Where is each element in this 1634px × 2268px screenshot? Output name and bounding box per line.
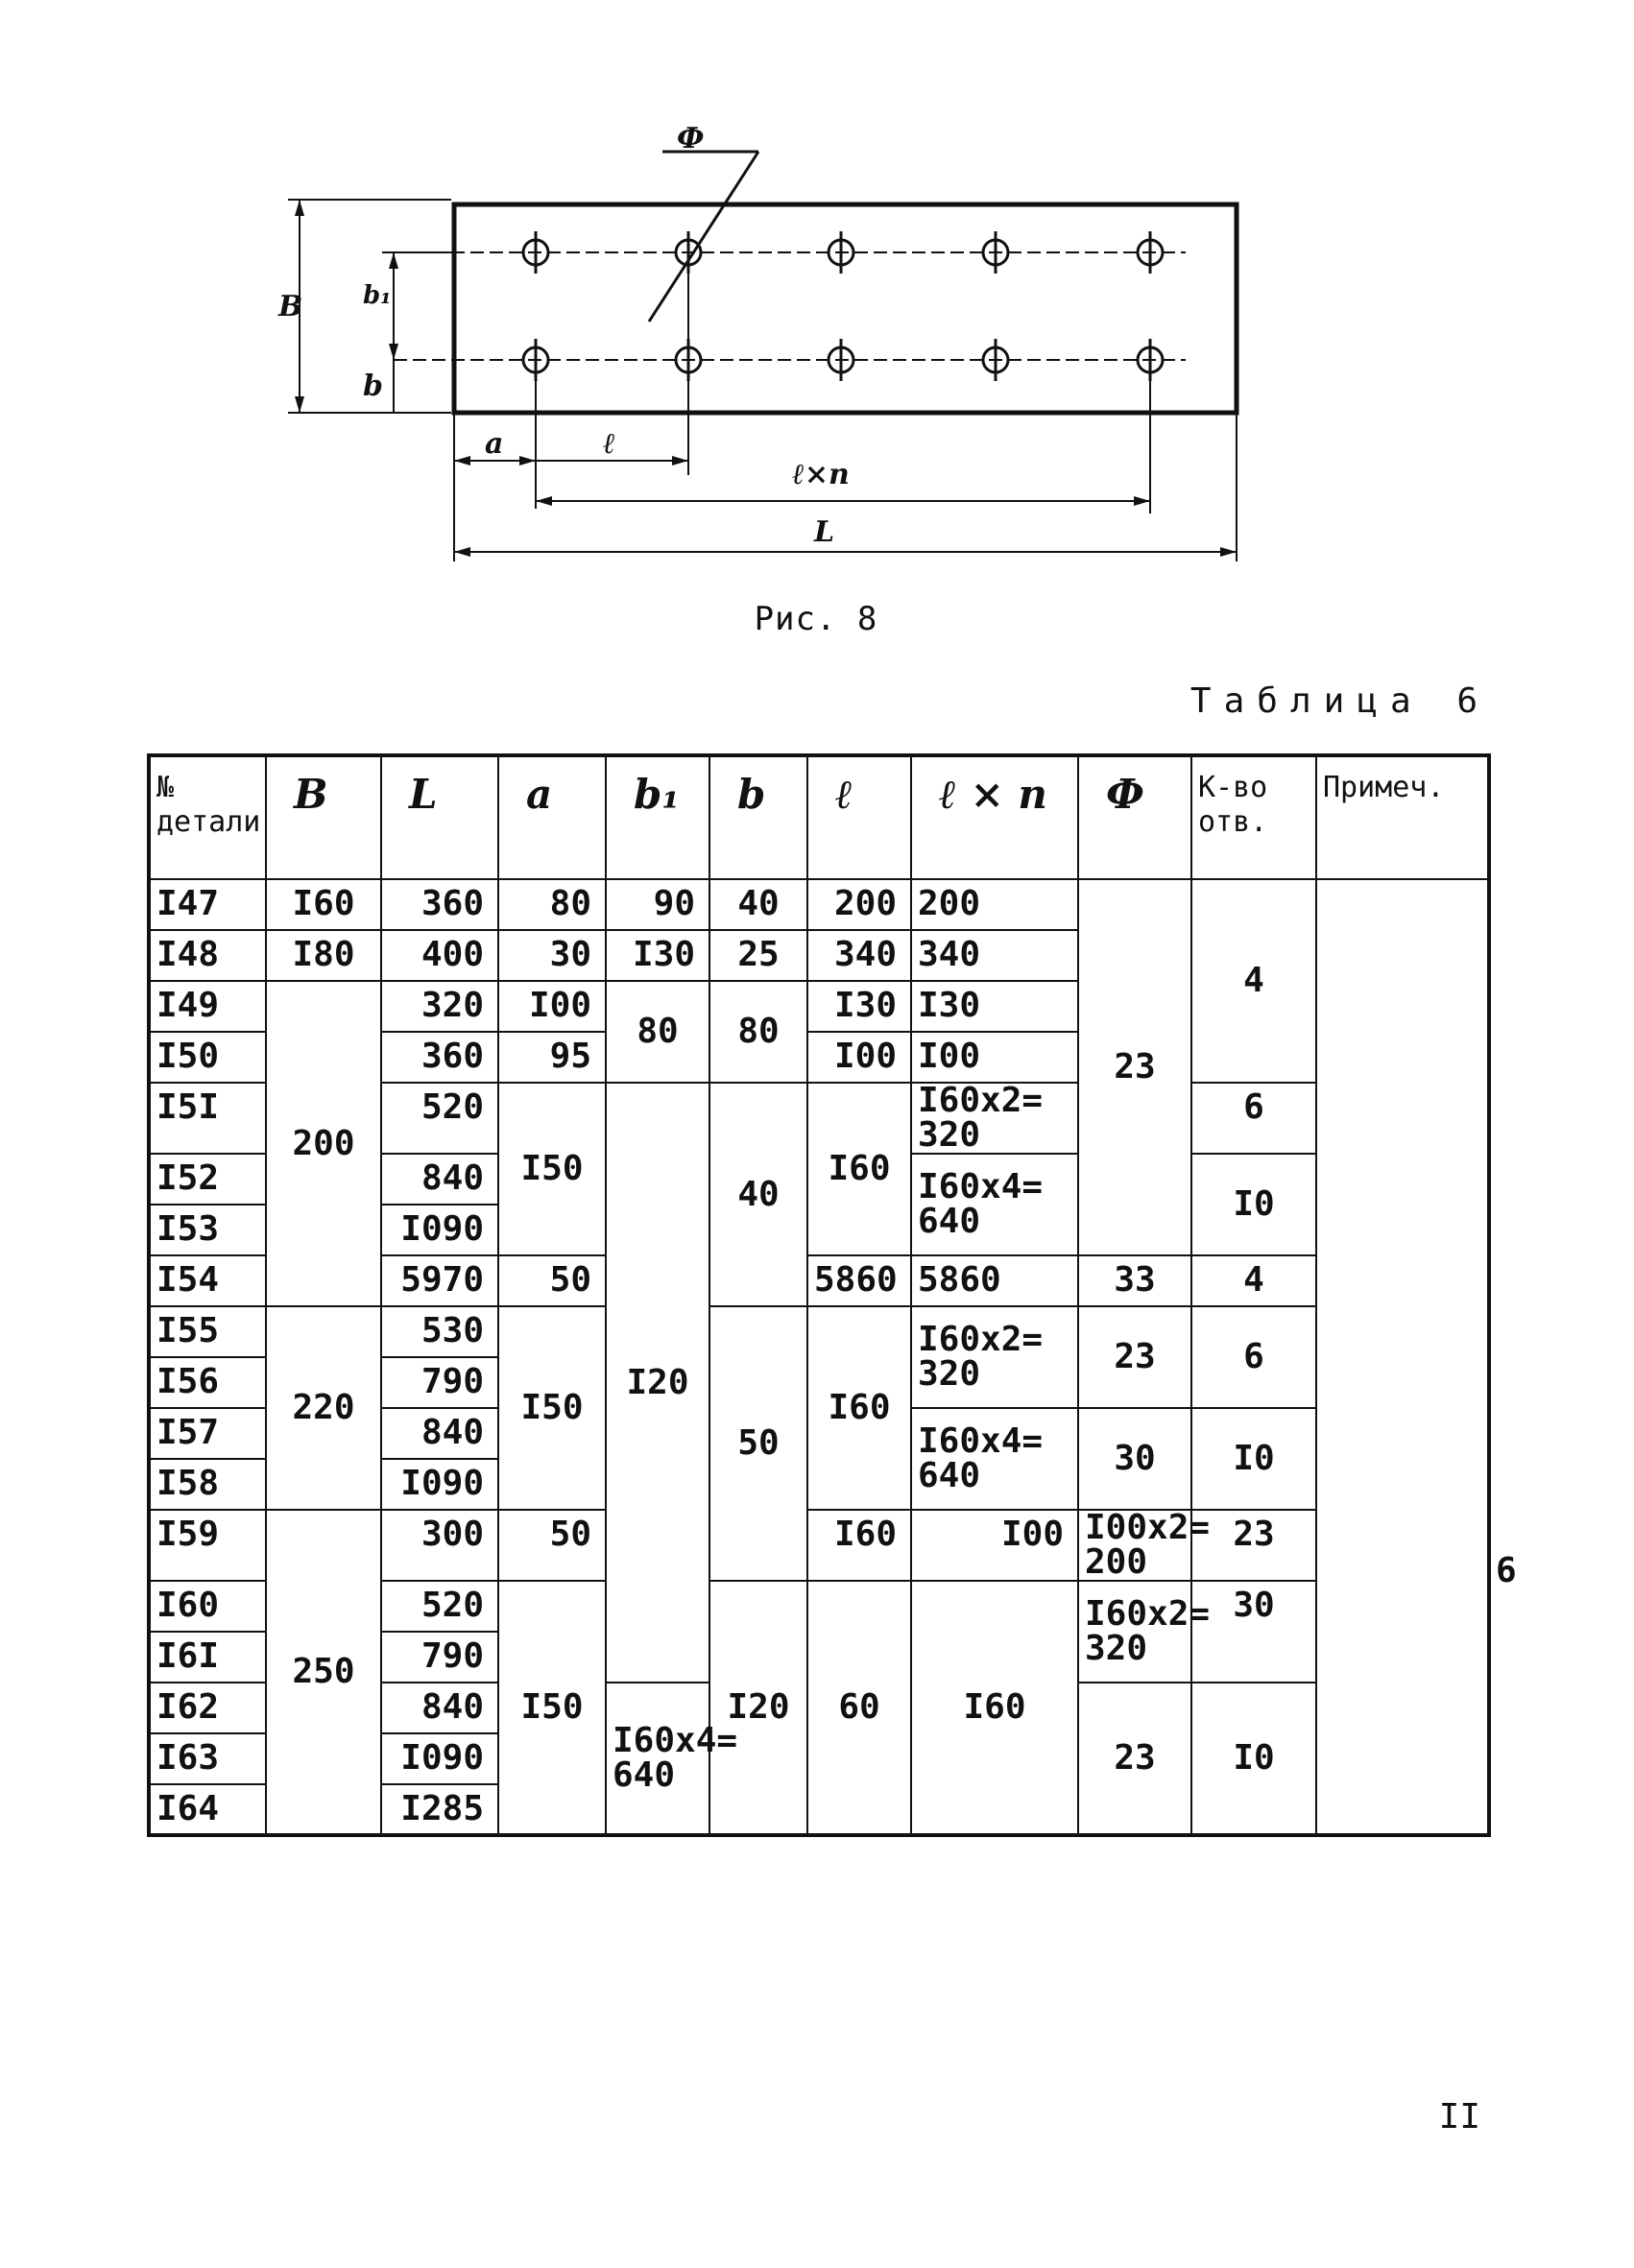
lxn-line: 640 — [918, 1202, 981, 1241]
lxn-line: I60x2= — [918, 1081, 1044, 1120]
plate-drawing — [0, 0, 1634, 595]
lxn-line: I60x4= — [613, 1721, 738, 1760]
cell-B: 250 — [266, 1510, 381, 1835]
cell-note — [1316, 879, 1489, 1835]
cell-part: I52 — [149, 1154, 266, 1205]
label-total-span: ℓ×n — [792, 458, 850, 491]
cell-L: 840 — [381, 1408, 498, 1459]
cell-lxn — [1078, 1508, 1211, 1582]
cell-b1: I60 — [807, 1510, 911, 1581]
cell-lxn: 340 — [911, 930, 1078, 981]
cell-part: I55 — [149, 1306, 266, 1357]
hole-pattern — [523, 231, 1163, 381]
lxn-line: I60x2= — [1085, 1594, 1211, 1634]
cell-L: I090 — [381, 1205, 498, 1255]
page-number: II — [1438, 2097, 1480, 2137]
cell-a: 80 — [498, 879, 606, 930]
header-l: ℓ — [807, 755, 911, 879]
cell-l: I60 — [807, 1083, 911, 1255]
cell-lxn — [911, 1306, 1078, 1408]
cell-part: I49 — [149, 981, 266, 1032]
cell-part: I64 — [149, 1784, 266, 1835]
header-L: L — [381, 755, 498, 879]
cell-L: 5970 — [381, 1255, 498, 1306]
table-row — [149, 1306, 1489, 1357]
header-note: Примеч. — [1316, 755, 1489, 879]
cell-part: I54 — [149, 1255, 266, 1306]
label-diameter: Ф — [677, 122, 705, 155]
table-title: Таблица 6 — [1189, 681, 1490, 721]
plate-outline — [454, 204, 1237, 413]
cell-B: I60 — [266, 879, 381, 930]
figure-caption: Рис. 8 — [754, 600, 878, 638]
cell-part: I48 — [149, 930, 266, 981]
header-holes: К-во отв. — [1191, 755, 1316, 879]
cell-part: I59 — [149, 1510, 266, 1581]
label-width: В — [278, 290, 303, 323]
cell-lxn — [911, 1083, 1078, 1154]
cell-l: I60 — [807, 1306, 911, 1510]
cell-holes: I0 — [1191, 1683, 1316, 1835]
cell-L: 790 — [381, 1357, 498, 1408]
cell-lxn: I30 — [911, 981, 1078, 1032]
label-hole-row-spacing: b₁ — [363, 281, 392, 310]
cell-L: 300 — [381, 1510, 498, 1581]
cell-a: 95 — [498, 1032, 606, 1083]
cell-b: 25 — [709, 930, 807, 981]
lxn-line: 640 — [613, 1755, 676, 1795]
cell-b1: I30 — [606, 930, 709, 981]
label-hole-pitch: ℓ — [603, 427, 615, 461]
cell-L: 520 — [381, 1581, 498, 1632]
cell-part: I60 — [149, 1581, 266, 1632]
cell-L: 400 — [381, 930, 498, 981]
cell-L: 360 — [381, 1032, 498, 1083]
cell-L: 790 — [381, 1632, 498, 1683]
cell-a: 50 — [498, 1255, 606, 1306]
cell-l: I60 — [911, 1581, 1078, 1835]
header-b1: b₁ — [606, 755, 709, 879]
cell-part: I6I — [149, 1632, 266, 1683]
cell-l: 340 — [807, 930, 911, 981]
cell-part: I5I — [149, 1083, 266, 1154]
lxn-line: 320 — [918, 1354, 981, 1394]
cell-B: 220 — [266, 1306, 381, 1510]
cell-B: 200 — [266, 981, 381, 1306]
lxn-line: I60x4= — [918, 1421, 1044, 1461]
lxn-line: 200 — [1085, 1542, 1148, 1582]
cell-l: I00 — [807, 1032, 911, 1083]
cell-L: 840 — [381, 1683, 498, 1733]
cell-lxn — [911, 1154, 1078, 1255]
cell-L: I285 — [381, 1784, 498, 1835]
cell-part: I62 — [149, 1683, 266, 1733]
cell-part: I47 — [149, 879, 266, 930]
cell-b1: 90 — [606, 879, 709, 930]
header-B: В — [266, 755, 381, 879]
cell-part: I50 — [149, 1032, 266, 1083]
cell-b: 60 — [807, 1581, 911, 1835]
cell-phi: 23 — [1078, 1306, 1191, 1408]
table-row — [149, 879, 1489, 930]
cell-lxn: 200 — [911, 879, 1078, 930]
cell-b1: 80 — [606, 981, 709, 1083]
cell-part: I56 — [149, 1357, 266, 1408]
lxn-line: I60x2= — [918, 1320, 1044, 1359]
cell-L: 530 — [381, 1306, 498, 1357]
header-a: a — [498, 755, 606, 879]
label-edge-offset: а — [485, 427, 504, 461]
cell-b1: I20 — [709, 1581, 807, 1835]
lxn-line: I60x4= — [918, 1167, 1044, 1206]
lxn-line: 320 — [1085, 1629, 1148, 1668]
header-phi: Ф — [1078, 755, 1191, 879]
cell-holes: 6 — [1191, 1306, 1316, 1408]
cell-phi: 23 — [1078, 1683, 1191, 1835]
cell-L: I090 — [381, 1459, 498, 1510]
cell-phi: 30 — [1191, 1581, 1316, 1683]
label-length: L — [814, 515, 835, 549]
header-part-no: № детали — [149, 755, 266, 879]
cell-b: 40 — [709, 879, 807, 930]
cell-holes: 4 — [1191, 1255, 1316, 1306]
cell-b: 80 — [709, 981, 807, 1083]
cell-holes: 6 — [1191, 1083, 1316, 1154]
cell-a: I50 — [498, 1306, 606, 1510]
lxn-line: 640 — [918, 1456, 981, 1495]
diameter-leader — [649, 152, 758, 322]
lxn-line: I00x2= — [1085, 1508, 1211, 1547]
lxn-line: 320 — [918, 1115, 981, 1155]
cell-L: 320 — [381, 981, 498, 1032]
cell-a: I50 — [498, 1581, 606, 1835]
cell-phi: 23 — [1078, 879, 1191, 1255]
cell-phi: 33 — [1078, 1255, 1191, 1306]
cell-holes: 4 — [1191, 879, 1316, 1083]
cell-L: 840 — [381, 1154, 498, 1205]
cell-part: I63 — [149, 1733, 266, 1784]
cell-l: I30 — [807, 981, 911, 1032]
cell-l: I00 — [911, 1510, 1078, 1581]
cell-L: 360 — [381, 879, 498, 930]
cell-a: 50 — [498, 1510, 606, 1581]
cell-b: 40 — [709, 1083, 807, 1306]
cell-holes: I0 — [1191, 1408, 1316, 1510]
table-row: I59 250 300 50 I60 I00 I00x2= 200 23 6 — [149, 1510, 1489, 1581]
cell-part: I57 — [149, 1408, 266, 1459]
label-edge-offset-vertical: b — [363, 370, 383, 403]
cell-holes: I0 — [1191, 1154, 1316, 1255]
cell-part: I53 — [149, 1205, 266, 1255]
table-header-row — [149, 755, 1489, 879]
cell-lxn — [1078, 1581, 1211, 1683]
cell-b1: I20 — [606, 1083, 709, 1683]
cell-L: 520 — [381, 1083, 498, 1154]
cell-l: 5860 — [807, 1255, 911, 1306]
header-lxn: ℓ × n — [911, 755, 1078, 879]
cell-b: 50 — [709, 1306, 807, 1581]
cell-B: I80 — [266, 930, 381, 981]
cell-lxn — [911, 1408, 1078, 1510]
header-b: b — [709, 755, 807, 879]
spec-table — [147, 753, 1517, 1837]
cell-lxn: 5860 — [911, 1255, 1078, 1306]
cell-a: I00 — [498, 981, 606, 1032]
cell-part: I58 — [149, 1459, 266, 1510]
cell-L: I090 — [381, 1733, 498, 1784]
cell-a: 30 — [498, 930, 606, 981]
cell-a: I50 — [498, 1083, 606, 1255]
cell-lxn: I00 — [911, 1032, 1078, 1083]
cell-phi: 23 — [1191, 1510, 1316, 1581]
cell-l: 200 — [807, 879, 911, 930]
cell-lxn — [606, 1683, 738, 1835]
cell-phi: 30 — [1078, 1408, 1191, 1510]
